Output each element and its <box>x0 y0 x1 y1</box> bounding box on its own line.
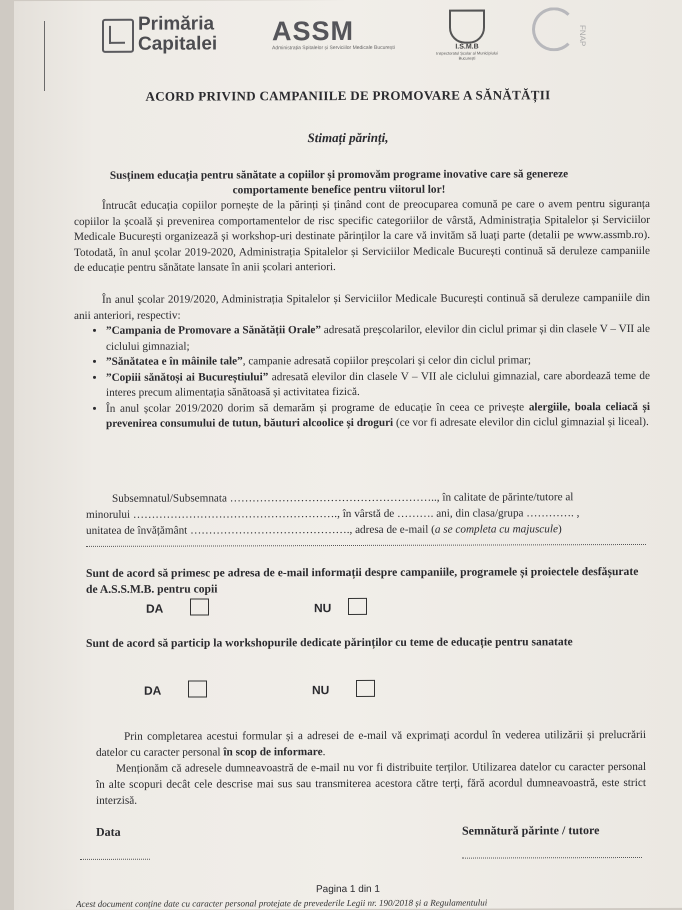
campaign-intro: În anul școlar 2019/2020 dorim să demarăm și programe de educație în ceea ce privește <box>106 400 529 415</box>
consent-workshop-no-label: NU <box>312 683 330 698</box>
signature-label: Semnătură părinte / tutore <box>462 823 600 838</box>
legal-footnote: Acest document conține date cu caracter personal protejate de prevederile Legii nr. 190/2018 și a Regulamentului <box>76 897 488 909</box>
consent-workshop-no-checkbox[interactable] <box>356 680 375 697</box>
parent-name-field[interactable]: Subsemnatul/Subsemnata ……………………………………………….., în calitate de părinte/tutore al <box>112 491 574 505</box>
campaign-description: adresată preșcolarilor, elevilor din ciclul primar și din clasele V – VII ale ciclului gimnazial; <box>106 322 650 353</box>
ismb-logo <box>432 9 502 60</box>
document-page <box>14 0 682 910</box>
assmb-logo-title: ASSM <box>272 15 355 47</box>
salutation: Stimați părinți, <box>307 129 389 146</box>
paragraph-3-text: Prin completarea acestui formular și a adresei de e-mail vă exprimați acordul în vederea utilizării și prelucrării datelor cu caracter personal <box>96 728 646 759</box>
date-label: Data <box>96 824 121 839</box>
paragraph-2 <box>74 291 650 433</box>
campaign-list <box>74 322 650 433</box>
minor-info-field[interactable]: minorului ………………………………………………., în vârstă de ………. ani, din clasa/grupa …………. , <box>86 507 580 521</box>
personal-data-form <box>86 489 646 539</box>
campaign-name: ”Copiii sănătoși ai Bucureștiului” <box>106 370 269 384</box>
primaria-logo-text: Primăria Capitalei <box>138 13 218 55</box>
consent-workshop-question: Sunt de acord să particip la workshopurile dedicate părinților cu teme de educație pentru sanatate <box>86 635 573 650</box>
paragraph-2-text: În anul școlar 2019/2020, Administrația Spitalelor și Serviciilor Medicale București continuă să deruleze campaniile din anii anteriori, respectiv: <box>74 291 650 322</box>
ismb-shield-icon <box>449 10 485 44</box>
campaign-name: ”Sănătatea e în mâinile tale” <box>106 355 243 368</box>
primaria-emblem-icon <box>102 19 134 53</box>
ismb-logo-subtitle: Inspectoratul Școlar al Municipiului București <box>436 50 498 61</box>
signature-line[interactable] <box>462 857 642 859</box>
consent-email-yes-checkbox[interactable] <box>190 598 209 615</box>
paragraph-3-emphasis: în scop de informare <box>223 746 323 759</box>
consent-email-no-checkbox[interactable] <box>348 598 367 615</box>
campaign-item <box>106 368 650 401</box>
paragraph-3 <box>96 727 646 761</box>
date-line[interactable] <box>80 859 150 860</box>
campaign-description: , campanie adresată copiilor preșcolari și celor din ciclul primar; <box>242 354 532 368</box>
document-title: ACORD PRIVIND CAMPANIILE DE PROMOVARE A SĂNĂTĂȚII <box>145 87 551 104</box>
margin-line <box>44 21 45 91</box>
close-paren: ) <box>557 523 562 536</box>
uppercase-note: a se completa cu majuscule <box>434 523 558 536</box>
school-email-field[interactable] <box>86 521 646 539</box>
consent-workshop-yes-checkbox[interactable] <box>188 680 207 697</box>
campaign-description: (ce vor fi adresate elevilor din ciclul gimnazial și liceal). <box>393 415 649 429</box>
intro-text: Susținem educația pentru sănătate a copiilor și promovăm programe inovative care să genereze comportamente benefice pentru viitorul lor! <box>109 168 569 197</box>
school-email-label: unitatea de învățământ ……………………………………., adresa de e-mail ( <box>86 523 435 537</box>
assmb-logo <box>272 16 432 52</box>
fnap-ring-icon <box>532 7 576 51</box>
consent-workshop-yes-label: DA <box>144 683 162 698</box>
ismb-logo-label: I.S.M.B <box>455 43 479 51</box>
campaign-name: ”Campania de Promovare a Sănătății Orale” <box>106 324 321 337</box>
fnap-logo-text: FNAP <box>578 24 588 47</box>
consent-email-no-label: NU <box>314 601 332 616</box>
campaign-item <box>106 322 650 355</box>
logo-header <box>102 3 662 65</box>
email-dotted-line[interactable] <box>86 544 646 547</box>
paragraph-4: Menționăm că adresele dumneavoastră de e-mail nu vor fi distribuite terților. Utilizarea datelor cu caracter personal în alte scopuri decât cele descrise mai sus sau transmiterea acestora către terți, fără acordul dumneavoastră, este strict interzisă. <box>96 760 646 807</box>
campaign-item <box>106 399 650 432</box>
paragraph-1: Întrucât educația copiilor pornește de la părinți și ținând cont de preocuparea comună pe care o avem pentru siguranța copiilor la școală și prevenirea comportamentelor de risc specific categoriilor de vârstă, Administrația Spitalelor și Serviciilor Medicale București organizează și workshop-uri destinate părinților la care vă invităm să luați parte (detalii pe www.assmb.ro). Totodată, în anul școlar 2019-2020, Administrația Spitalelor și Serviciilor Medicale București continuă să deruleze campaniile de educație pentru sănătate lansate în anii școlari anteriori. <box>74 197 650 274</box>
paragraph-3-end: . <box>322 746 326 759</box>
consent-email-yes-label: DA <box>146 601 164 616</box>
consent-email-question: Sunt de acord să primesc pe adresa de e-mail informații despre campaniile, programele și proiectele desfășurate de A.S.S.M.B. pentru copii <box>86 564 639 596</box>
page-number: Pagina 1 din 1 <box>316 883 380 896</box>
campaign-name: alergiile, boala celiacă și prevenirea consumului de tutun, băuturi alcoolice și droguri <box>106 400 650 430</box>
campaign-description: adresată elevilor din clasele V – VII ale ciclului gimnazial, care abordează teme de interes precum alimentația sănătoasă și activitatea fizică. <box>106 369 650 399</box>
assmb-logo-subtitle: Administrația Spitalelor și Serviciilor Medicale București <box>272 44 395 52</box>
